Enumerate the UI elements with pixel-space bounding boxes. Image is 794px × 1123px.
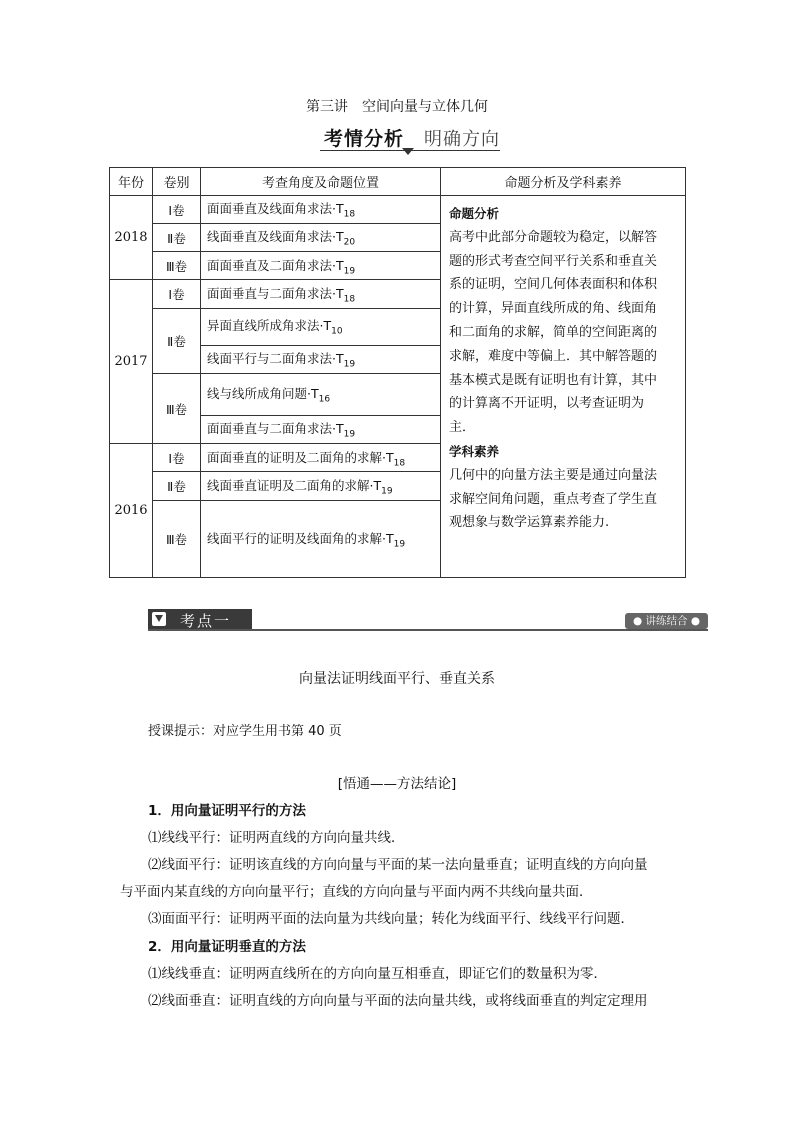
table-header-row [110,168,686,196]
volume-cell: Ⅰ卷 [153,280,201,308]
volume-cell: Ⅲ卷 [153,252,201,280]
volume-cell: Ⅰ卷 [153,196,201,224]
banner-sub-text: 明确方向 [424,129,500,150]
topic-subscript: 18 [393,458,406,469]
section-title: 向量法证明线面平行、垂直关系 [299,671,495,687]
paragraph: ⑶面面平行：证明两平面的法向量为共线向量；转化为线面平行、线线平行问题． [148,911,634,927]
topic-text: 面面垂直及二面角求法·T [207,257,344,273]
volume-cell: Ⅰ卷 [153,444,201,472]
banner-caret-icon [402,148,414,155]
topic-text: 面面垂直与二面角求法·T [207,421,344,437]
topic-text: 异面直线所成角求法·T [207,318,332,334]
analysis-line: 的计算离不开证明，以考查证明为 [449,396,645,412]
paragraph: 与平面内某直线的方向向量平行；直线的方向向量与平面内两不共线向量共面． [120,884,593,900]
header-analysis: 命题分析及学科素养 [441,168,686,196]
paragraph-heading: 1．用向量证明平行的方法 [148,803,306,819]
topic-cell [201,444,441,472]
volume-cell: Ⅱ卷 [153,224,201,252]
volume-cell: Ⅱ卷 [153,472,201,500]
analysis-heading: 命题分析 [449,206,500,221]
analysis-line: 求解空间角问题，重点考查了学生直 [449,491,658,507]
header-year: 年份 [110,168,153,196]
topic-text: 线与线所成角问题·T [207,386,319,402]
analysis-line: 高考中此部分命题较为稳定，以解答 [449,229,658,245]
volume-cell: Ⅲ卷 [153,500,201,577]
paragraph: ⑴线线垂直：证明两直线所在的方向向量互相垂直，即证它们的数量积为零． [148,966,607,982]
section-banner [300,122,520,158]
analysis-line: 系的证明，空间几何体表面积和体积 [449,277,658,293]
topic-cell [201,416,441,444]
topic-text: 线面平行与二面角求法·T [207,351,344,367]
topic-subscript: 20 [343,237,356,248]
topic-text: 面面垂直及线面角求法·T [207,201,344,217]
paragraph: ⑴线线平行：证明两直线的方向向量共线． [148,830,405,846]
analysis-line: 题的形式考查空间平行关系和垂直关 [449,253,658,269]
year-cell: 2018 [110,196,153,280]
year-cell: 2017 [110,280,153,444]
topic-cell [201,373,441,415]
topic-subscript: 10 [331,326,343,337]
volume-cell: Ⅱ卷 [153,308,201,373]
topic-cell [201,252,441,280]
analysis-line: 基本模式是既有证明也有计算，其中 [449,372,658,388]
analysis-line: 几何中的向量方法主要是通过向量法 [449,467,658,483]
analysis-line: 主． [449,420,476,436]
topic-subscript: 19 [343,266,356,277]
topic-subscript: 19 [393,539,406,550]
kaodian-label: 考点一 [180,612,232,630]
analysis-line: 的计算，异面直线所成的角、线面角 [449,301,658,317]
topic-text: 线面平行的证明及线面角的求解·T [207,530,394,546]
header-volume: 卷别 [153,168,201,196]
topic-subscript: 18 [343,294,356,305]
literacy-heading: 学科素养 [449,443,500,459]
paragraph: ⑵线面垂直：证明直线的方向向量与平面的法向量共线，或将线面垂直的判定定理用 [148,993,648,1009]
exam-analysis-table [109,167,686,578]
kaodian-rule [148,629,708,631]
kaodian-tab [148,609,252,629]
method-heading: [悟通——方法结论] [337,776,457,792]
topic-cell [201,196,441,224]
topic-text: 线面垂直证明及二面角的求解·T [207,477,382,493]
paragraph-heading: 2．用向量证明垂直的方法 [148,939,306,955]
topic-cell [201,345,441,373]
topic-cell [201,280,441,308]
lecture-title: 第三讲 空间向量与立体几何 [306,99,488,115]
arrow-down-icon [152,612,166,626]
topic-subscript: 19 [381,486,393,497]
volume-cell: Ⅲ卷 [153,373,201,443]
analysis-cell [441,196,686,578]
topic-subscript: 16 [318,394,331,405]
banner-main-text: 考情分析 [324,128,405,150]
topic-cell [201,308,441,345]
analysis-line: 和二面角的求解，简单的空间距离的 [449,324,658,340]
kaodian-header-bar [148,609,708,634]
topic-cell [201,472,441,500]
analysis-line: 求解，难度中等偏上．其中解答题的 [449,348,658,364]
topic-cell [201,224,441,252]
topic-subscript: 19 [343,359,356,370]
topic-text: 面面垂直的证明及二面角的求解·T [207,449,394,465]
practice-badge: ● 讲练结合 ● [625,613,708,629]
topic-subscript: 18 [343,209,356,220]
year-cell: 2016 [110,444,153,578]
topic-subscript: 19 [343,429,356,440]
topic-cell [201,500,441,577]
analysis-line: 观想象与数学运算素养能力. [449,515,610,531]
topic-text: 面面垂直与二面角求法·T [207,285,344,301]
header-topic: 考查角度及命题位置 [201,168,441,196]
lecture-hint: 授课提示：对应学生用书第 40 页 [148,724,342,739]
table-row [110,196,686,224]
paragraph: ⑵线面平行：证明该直线的方向向量与平面的某一法向量垂直；证明直线的方向向量 [148,857,648,873]
topic-text: 线面垂直及线面角求法·T [207,229,344,245]
